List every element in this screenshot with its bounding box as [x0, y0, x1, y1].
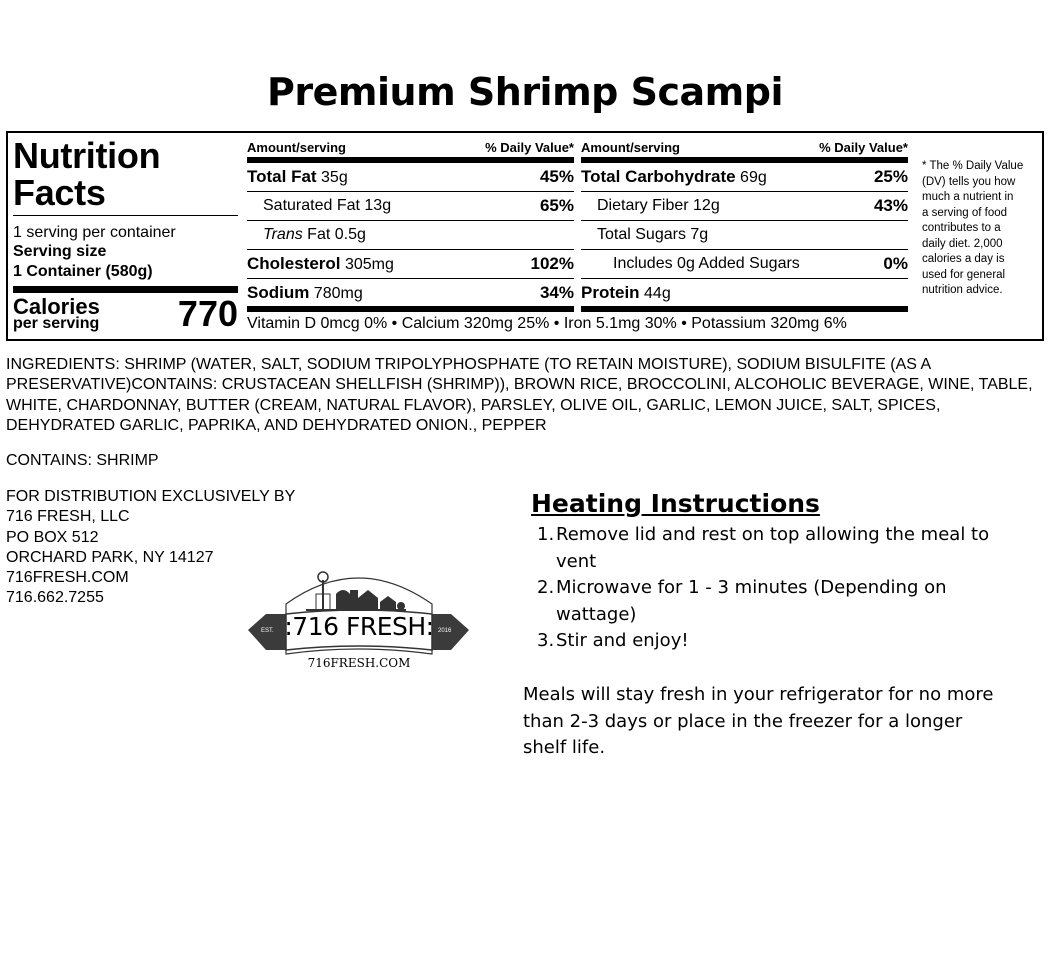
- brand-logo: [246, 562, 471, 677]
- nutrient-amount: Fat 0.5g: [307, 226, 366, 243]
- daily-value-header: % Daily Value*: [819, 140, 908, 155]
- heating-step: [523, 628, 1003, 655]
- nutrient-amount: 12g: [693, 197, 720, 214]
- nutrient-amount: 7g: [690, 226, 709, 243]
- divider: [13, 215, 238, 216]
- nutrient-amount: 780mg: [313, 284, 363, 302]
- footnote-line: much a nutrient in: [922, 191, 1014, 203]
- thick-divider: [13, 286, 238, 293]
- nutrient-name: Trans: [263, 226, 303, 243]
- calories-label: Calories: [13, 294, 100, 319]
- daily-value-header: % Daily Value*: [485, 140, 574, 155]
- nutrient-row-protein: [581, 279, 908, 306]
- footnote-line: * The % Daily Value: [922, 160, 1024, 172]
- nutrient-row-added-sugars: [581, 250, 908, 279]
- heating-step: [523, 575, 1003, 628]
- footnote-line: nutrition advice.: [922, 284, 1003, 296]
- heating-title: Heating Instructions: [531, 489, 820, 518]
- address-line: PO BOX 512: [6, 528, 99, 546]
- nutrient-name: Cholesterol: [247, 254, 341, 273]
- storage-note: Meals will stay fresh in your refrigerator for no more than 2-3 days or place in the freezer for a longer shelf life.: [523, 684, 994, 758]
- nutrition-heading-line1: Nutrition: [13, 135, 161, 176]
- nutrient-row-trans-fat: [247, 221, 574, 250]
- step-text: Stir and enjoy!: [556, 630, 689, 651]
- nutrient-row-total-fat: [247, 163, 574, 192]
- heating-steps: [523, 522, 1003, 655]
- address-line: FOR DISTRIBUTION EXCLUSIVELY BY: [6, 488, 296, 505]
- footnote-line: (DV) tells you how: [922, 175, 1016, 188]
- nutrient-row-total-carbohydrate: [581, 163, 908, 192]
- nutrient-row-saturated-fat: [247, 192, 574, 221]
- nutrient-name: Dietary Fiber: [597, 197, 689, 214]
- nutrient-dv: 45%: [539, 167, 574, 186]
- nutrient-amount: 35g: [321, 169, 348, 186]
- nutrient-name: Includes 0g Added Sugars: [613, 255, 800, 272]
- amount-header: Amount/serving: [247, 140, 346, 155]
- footnote-line: calories a day is: [922, 253, 1005, 265]
- footnote-line: used for general: [922, 268, 1006, 281]
- nutrient-name: Total Carbohydrate: [581, 167, 736, 186]
- nutrient-row-total-sugars: [581, 221, 908, 250]
- logo-url: 716FRESH.COM: [307, 656, 411, 670]
- allergen-statement: CONTAINS: SHRIMP: [6, 452, 159, 469]
- address-line: 716FRESH.COM: [6, 569, 129, 587]
- footnote-line: daily diet. 2,000: [922, 237, 1003, 250]
- nutrient-dv: 65%: [539, 196, 574, 215]
- footnote-line: a serving of food: [922, 206, 1008, 219]
- nutrient-row-cholesterol: [247, 250, 574, 279]
- nutrient-column-right: [581, 140, 908, 312]
- nutrient-name: Saturated Fat: [263, 197, 360, 214]
- calories-row: [13, 293, 238, 339]
- column-header: [247, 140, 574, 157]
- nutrient-name: Total Fat: [247, 167, 317, 186]
- nutrition-facts-panel: [6, 131, 1044, 341]
- ingredients-text: INGREDIENTS: SHRIMP (WATER, SALT, SODIUM TRIPOLYPHOSPHATE (TO RETAIN MOISTURE), SODIUM BISULFITE (AS A PRESERVATIVE)CONTAINS: CRUSTACEAN SHELLFISH (SHRIMP)), BROWN RICE, BROCCOLINI, ALCOHOLIC BEVERAGE, WINE, TABLE, WHITE, CHARDONNAY, BUTTER (CREAM, NATURAL FLAVOR), PARSLEY, OLIVE OIL, GARLIC, LEMON JUICE, SALT, SPICES, DEHYDRATED GARLIC, PAPRIKA, AND DEHYDRATED ONION., PEPPER: [6, 356, 1033, 435]
- step-number: 1.: [537, 524, 555, 545]
- product-title: Premium Shrimp Scampi: [267, 70, 783, 114]
- nutrient-column-left: [247, 140, 574, 312]
- logo-year: 2016: [438, 628, 452, 634]
- logo-est: EST.: [261, 628, 274, 634]
- footnote-line: contributes to a: [922, 222, 1001, 234]
- step-number: 3.: [537, 630, 555, 651]
- nutrient-amount: 13g: [364, 197, 392, 214]
- nutrient-dv: 34%: [539, 282, 574, 302]
- step-text: Microwave for 1 - 3 minutes (Depending on wattage): [556, 577, 947, 625]
- amount-header: Amount/serving: [581, 140, 680, 155]
- nutrient-amount: 69g: [740, 169, 767, 186]
- nutrient-name: Total Sugars: [597, 226, 686, 243]
- nutrition-heading-line2: Facts: [13, 172, 106, 213]
- nutrient-dv: 25%: [873, 167, 908, 186]
- nutrient-row-sodium: [247, 279, 574, 306]
- calories-value: 770: [177, 293, 238, 334]
- address-line: ORCHARD PARK, NY 14127: [6, 548, 214, 566]
- calories-sub-label: per serving: [13, 315, 100, 332]
- nutrition-summary: [13, 137, 238, 339]
- nutrient-name: Protein: [581, 282, 640, 302]
- nutrient-amount: 44g: [644, 284, 671, 302]
- thick-divider: [247, 306, 574, 312]
- vitamins-minerals-line: Vitamin D 0mcg 0% • Calcium 320mg 25% • Iron 5.1mg 30% • Potassium 320mg 6%: [247, 315, 847, 332]
- nutrient-dv: 43%: [873, 196, 908, 215]
- heating-instructions: [523, 488, 1003, 655]
- step-text: Remove lid and rest on top allowing the meal to vent: [556, 524, 990, 572]
- nutrient-row-dietary-fiber: [581, 192, 908, 221]
- serving-size-value: 1 Container (580g): [13, 263, 153, 280]
- thick-divider: [581, 306, 908, 312]
- daily-value-footnote: [922, 159, 1042, 299]
- address-line: 716 FRESH, LLC: [6, 508, 130, 526]
- servings-per-container: 1 serving per container: [13, 224, 176, 241]
- logo-wordmark: :716 FRESH:: [284, 612, 434, 641]
- nutrient-name: Sodium: [247, 282, 310, 302]
- address-line: 716.662.7255: [6, 589, 104, 607]
- nutrient-dv: 102%: [530, 254, 574, 273]
- column-header: [581, 140, 908, 157]
- serving-size-label: Serving size: [13, 243, 107, 260]
- nutrient-amount: 305mg: [344, 256, 394, 273]
- step-number: 2.: [537, 577, 555, 598]
- heating-step: [523, 522, 1003, 575]
- nutrient-dv: 0%: [883, 254, 908, 273]
